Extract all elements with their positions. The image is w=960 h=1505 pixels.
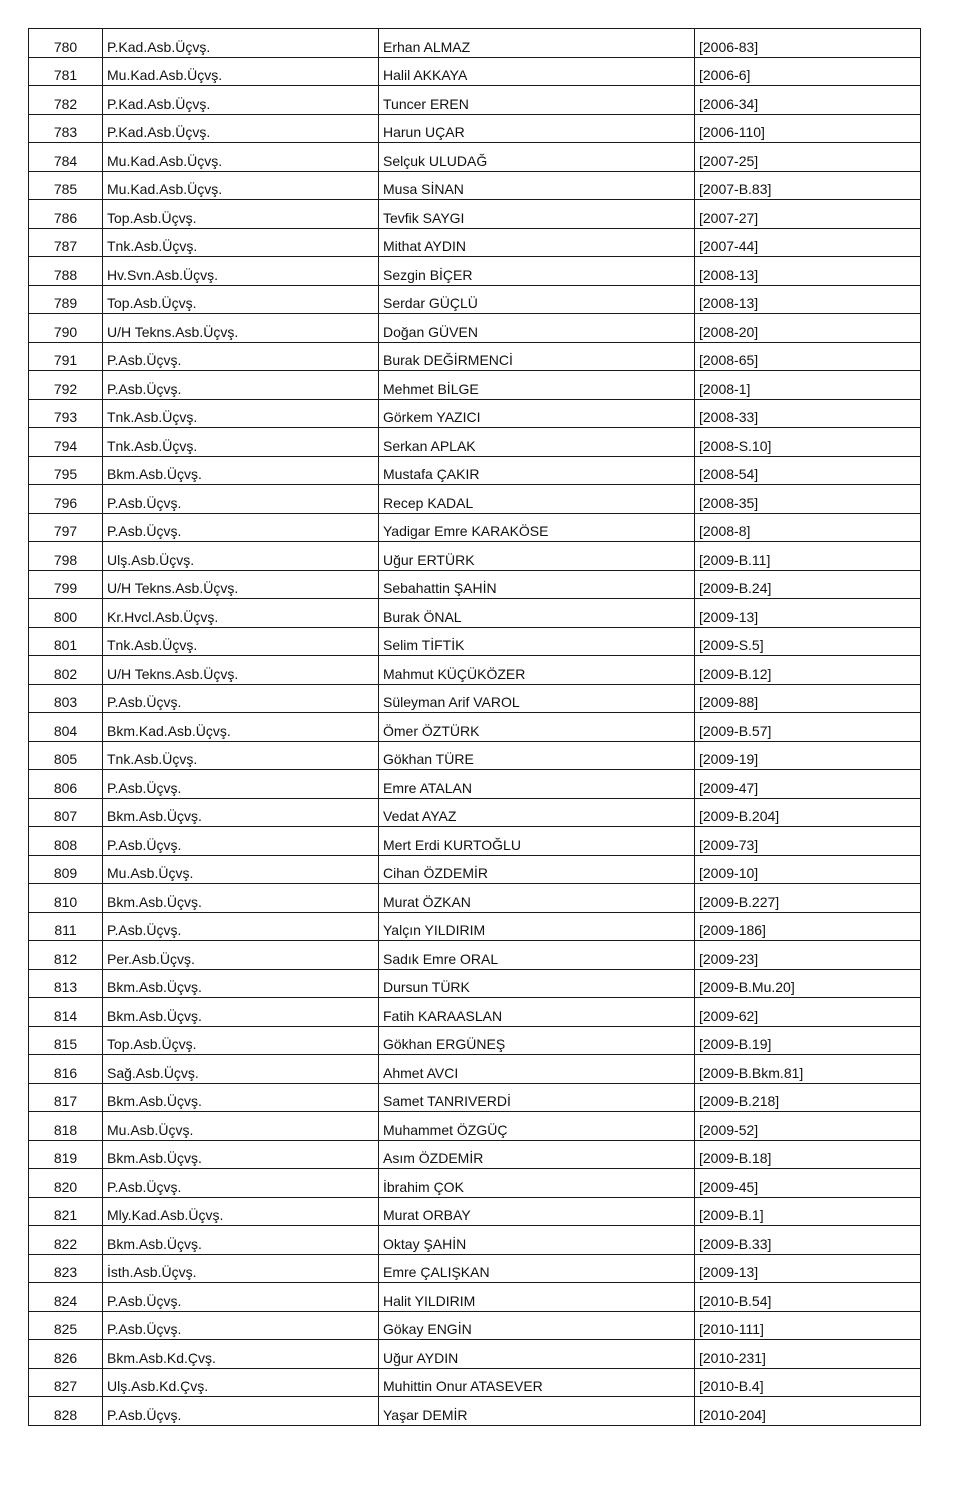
code-cell: [2006-83] (695, 29, 921, 58)
rank-cell: P.Kad.Asb.Üçvş. (103, 86, 379, 115)
table-row (29, 171, 921, 200)
code-cell: [2009-B.1] (695, 1197, 921, 1226)
row-number: 817 (29, 1083, 103, 1112)
rank-cell: Bkm.Asb.Üçvş. (103, 998, 379, 1027)
rank-cell: Mly.Kad.Asb.Üçvş. (103, 1197, 379, 1226)
table-row (29, 912, 921, 941)
row-number: 793 (29, 399, 103, 428)
rank-cell: U/H Tekns.Asb.Üçvş. (103, 656, 379, 685)
rank-cell: Bkm.Asb.Üçvş. (103, 798, 379, 827)
table-row (29, 428, 921, 457)
code-cell: [2009-B.24] (695, 570, 921, 599)
rank-cell: Ulş.Asb.Üçvş. (103, 542, 379, 571)
rank-cell: P.Asb.Üçvş. (103, 827, 379, 856)
rank-cell: Bkm.Kad.Asb.Üçvş. (103, 713, 379, 742)
code-cell: [2009-10] (695, 855, 921, 884)
table-row (29, 969, 921, 998)
name-cell: Gökay ENGİN (379, 1311, 695, 1340)
code-cell: [2006-34] (695, 86, 921, 115)
rank-cell: P.Kad.Asb.Üçvş. (103, 29, 379, 58)
code-cell: [2009-47] (695, 770, 921, 799)
code-cell: [2009-B.227] (695, 884, 921, 913)
code-cell: [2009-B.33] (695, 1226, 921, 1255)
row-number: 808 (29, 827, 103, 856)
code-cell: [2009-19] (695, 741, 921, 770)
rank-cell: P.Asb.Üçvş. (103, 912, 379, 941)
row-number: 827 (29, 1368, 103, 1397)
rank-cell: Bkm.Asb.Üçvş. (103, 456, 379, 485)
table-row (29, 1311, 921, 1340)
rank-cell: Tnk.Asb.Üçvş. (103, 627, 379, 656)
row-number: 820 (29, 1169, 103, 1198)
code-cell: [2009-B.18] (695, 1140, 921, 1169)
table-row (29, 1340, 921, 1369)
row-number: 799 (29, 570, 103, 599)
table-row (29, 29, 921, 58)
name-cell: Fatih KARAASLAN (379, 998, 695, 1027)
row-number: 809 (29, 855, 103, 884)
code-cell: [2008-13] (695, 285, 921, 314)
table-row (29, 1140, 921, 1169)
table-row (29, 684, 921, 713)
rank-cell: P.Asb.Üçvş. (103, 371, 379, 400)
name-cell: Oktay ŞAHİN (379, 1226, 695, 1255)
code-cell: [2009-B.57] (695, 713, 921, 742)
table-row (29, 998, 921, 1027)
table-row (29, 713, 921, 742)
code-cell: [2009-23] (695, 941, 921, 970)
row-number: 795 (29, 456, 103, 485)
table-row (29, 371, 921, 400)
rank-cell: Top.Asb.Üçvş. (103, 200, 379, 229)
row-number: 810 (29, 884, 103, 913)
name-cell: Uğur ERTÜRK (379, 542, 695, 571)
table-row (29, 57, 921, 86)
table-row (29, 1055, 921, 1084)
row-number: 790 (29, 314, 103, 343)
table-row (29, 770, 921, 799)
rank-cell: Bkm.Asb.Üçvş. (103, 884, 379, 913)
table-row (29, 200, 921, 229)
code-cell: [2008-1] (695, 371, 921, 400)
name-cell: Gökhan ERGÜNEŞ (379, 1026, 695, 1055)
document-page (28, 28, 920, 1426)
code-cell: [2007-44] (695, 228, 921, 257)
name-cell: Emre ATALAN (379, 770, 695, 799)
row-number: 821 (29, 1197, 103, 1226)
rank-cell: Mu.Kad.Asb.Üçvş. (103, 57, 379, 86)
code-cell: [2010-111] (695, 1311, 921, 1340)
row-number: 828 (29, 1397, 103, 1426)
row-number: 786 (29, 200, 103, 229)
code-cell: [2007-B.83] (695, 171, 921, 200)
name-cell: Ahmet AVCI (379, 1055, 695, 1084)
rank-cell: Mu.Asb.Üçvş. (103, 855, 379, 884)
table-row (29, 741, 921, 770)
code-cell: [2008-13] (695, 257, 921, 286)
table-row (29, 1112, 921, 1141)
name-cell: Gökhan TÜRE (379, 741, 695, 770)
row-number: 811 (29, 912, 103, 941)
row-number: 798 (29, 542, 103, 571)
name-cell: Tevfik SAYGI (379, 200, 695, 229)
rank-cell: Tnk.Asb.Üçvş. (103, 228, 379, 257)
code-cell: [2008-S.10] (695, 428, 921, 457)
name-cell: Ömer ÖZTÜRK (379, 713, 695, 742)
name-cell: Selçuk ULUDAĞ (379, 143, 695, 172)
row-number: 783 (29, 114, 103, 143)
name-cell: Doğan GÜVEN (379, 314, 695, 343)
table-row (29, 570, 921, 599)
rank-cell: Mu.Kad.Asb.Üçvş. (103, 143, 379, 172)
rank-cell: Bkm.Asb.Üçvş. (103, 1226, 379, 1255)
table-row (29, 855, 921, 884)
table-row (29, 257, 921, 286)
code-cell: [2008-33] (695, 399, 921, 428)
table-row (29, 627, 921, 656)
row-number: 782 (29, 86, 103, 115)
name-cell: Emre ÇALIŞKAN (379, 1254, 695, 1283)
code-cell: [2009-62] (695, 998, 921, 1027)
row-number: 788 (29, 257, 103, 286)
code-cell: [2008-20] (695, 314, 921, 343)
rank-cell: Bkm.Asb.Kd.Çvş. (103, 1340, 379, 1369)
rank-cell: Tnk.Asb.Üçvş. (103, 399, 379, 428)
rank-cell: İsth.Asb.Üçvş. (103, 1254, 379, 1283)
row-number: 802 (29, 656, 103, 685)
row-number: 804 (29, 713, 103, 742)
code-cell: [2010-231] (695, 1340, 921, 1369)
row-number: 813 (29, 969, 103, 998)
rank-cell: P.Asb.Üçvş. (103, 342, 379, 371)
row-number: 825 (29, 1311, 103, 1340)
code-cell: [2009-B.204] (695, 798, 921, 827)
name-cell: Mahmut KÜÇÜKÖZER (379, 656, 695, 685)
row-number: 780 (29, 29, 103, 58)
code-cell: [2009-73] (695, 827, 921, 856)
name-cell: Serdar GÜÇLÜ (379, 285, 695, 314)
name-cell: Sezgin BİÇER (379, 257, 695, 286)
code-cell: [2006-110] (695, 114, 921, 143)
name-cell: Tuncer EREN (379, 86, 695, 115)
table-row (29, 599, 921, 628)
code-cell: [2009-S.5] (695, 627, 921, 656)
row-number: 796 (29, 485, 103, 514)
row-number: 791 (29, 342, 103, 371)
name-cell: Murat ORBAY (379, 1197, 695, 1226)
table-row (29, 1397, 921, 1426)
name-cell: Mithat AYDIN (379, 228, 695, 257)
table-row (29, 513, 921, 542)
code-cell: [2009-45] (695, 1169, 921, 1198)
table-row (29, 1283, 921, 1312)
code-cell: [2008-54] (695, 456, 921, 485)
table-row (29, 399, 921, 428)
row-number: 805 (29, 741, 103, 770)
row-number: 819 (29, 1140, 103, 1169)
table-row (29, 1368, 921, 1397)
table-row (29, 1226, 921, 1255)
name-cell: Sadık Emre ORAL (379, 941, 695, 970)
name-cell: Recep KADAL (379, 485, 695, 514)
rank-cell: Mu.Asb.Üçvş. (103, 1112, 379, 1141)
rank-cell: Bkm.Asb.Üçvş. (103, 969, 379, 998)
code-cell: [2006-6] (695, 57, 921, 86)
name-cell: Mert Erdi KURTOĞLU (379, 827, 695, 856)
rank-cell: Mu.Kad.Asb.Üçvş. (103, 171, 379, 200)
rank-cell: Top.Asb.Üçvş. (103, 1026, 379, 1055)
name-cell: Yalçın YILDIRIM (379, 912, 695, 941)
row-number: 818 (29, 1112, 103, 1141)
rank-cell: P.Asb.Üçvş. (103, 1169, 379, 1198)
table-row (29, 143, 921, 172)
row-number: 787 (29, 228, 103, 257)
code-cell: [2009-B.Bkm.81] (695, 1055, 921, 1084)
name-cell: Vedat AYAZ (379, 798, 695, 827)
table-row (29, 86, 921, 115)
row-number: 816 (29, 1055, 103, 1084)
row-number: 797 (29, 513, 103, 542)
code-cell: [2010-204] (695, 1397, 921, 1426)
personnel-table (28, 28, 921, 1426)
table-row (29, 941, 921, 970)
name-cell: Serkan APLAK (379, 428, 695, 457)
rank-cell: Hv.Svn.Asb.Üçvş. (103, 257, 379, 286)
row-number: 801 (29, 627, 103, 656)
rank-cell: Sağ.Asb.Üçvş. (103, 1055, 379, 1084)
rank-cell: Bkm.Asb.Üçvş. (103, 1083, 379, 1112)
name-cell: Harun UÇAR (379, 114, 695, 143)
name-cell: Mustafa ÇAKIR (379, 456, 695, 485)
rank-cell: Tnk.Asb.Üçvş. (103, 741, 379, 770)
name-cell: Murat ÖZKAN (379, 884, 695, 913)
row-number: 815 (29, 1026, 103, 1055)
name-cell: Asım ÖZDEMİR (379, 1140, 695, 1169)
row-number: 800 (29, 599, 103, 628)
rank-cell: P.Asb.Üçvş. (103, 485, 379, 514)
rank-cell: Kr.Hvcl.Asb.Üçvş. (103, 599, 379, 628)
rank-cell: U/H Tekns.Asb.Üçvş. (103, 314, 379, 343)
rank-cell: P.Asb.Üçvş. (103, 1283, 379, 1312)
name-cell: Musa SİNAN (379, 171, 695, 200)
name-cell: Mehmet BİLGE (379, 371, 695, 400)
code-cell: [2009-B.12] (695, 656, 921, 685)
row-number: 803 (29, 684, 103, 713)
row-number: 807 (29, 798, 103, 827)
table-row (29, 542, 921, 571)
code-cell: [2009-88] (695, 684, 921, 713)
rank-cell: P.Asb.Üçvş. (103, 684, 379, 713)
code-cell: [2008-35] (695, 485, 921, 514)
code-cell: [2009-B.11] (695, 542, 921, 571)
table-row (29, 798, 921, 827)
row-number: 794 (29, 428, 103, 457)
table-row (29, 1254, 921, 1283)
rank-cell: P.Asb.Üçvş. (103, 1397, 379, 1426)
rank-cell: P.Kad.Asb.Üçvş. (103, 114, 379, 143)
name-cell: Muhittin Onur ATASEVER (379, 1368, 695, 1397)
row-number: 823 (29, 1254, 103, 1283)
name-cell: Burak DEĞİRMENCİ (379, 342, 695, 371)
table-row (29, 1026, 921, 1055)
rank-cell: U/H Tekns.Asb.Üçvş. (103, 570, 379, 599)
name-cell: Halil AKKAYA (379, 57, 695, 86)
personnel-table-body (29, 29, 921, 1426)
row-number: 806 (29, 770, 103, 799)
code-cell: [2010-B.54] (695, 1283, 921, 1312)
rank-cell: P.Asb.Üçvş. (103, 770, 379, 799)
name-cell: Halit YILDIRIM (379, 1283, 695, 1312)
name-cell: Yaşar DEMİR (379, 1397, 695, 1426)
name-cell: Uğur AYDIN (379, 1340, 695, 1369)
row-number: 785 (29, 171, 103, 200)
code-cell: [2009-B.218] (695, 1083, 921, 1112)
code-cell: [2007-27] (695, 200, 921, 229)
table-row (29, 114, 921, 143)
table-row (29, 656, 921, 685)
code-cell: [2009-13] (695, 599, 921, 628)
name-cell: İbrahim ÇOK (379, 1169, 695, 1198)
row-number: 824 (29, 1283, 103, 1312)
rank-cell: Bkm.Asb.Üçvş. (103, 1140, 379, 1169)
table-row (29, 456, 921, 485)
row-number: 792 (29, 371, 103, 400)
rank-cell: Ulş.Asb.Kd.Çvş. (103, 1368, 379, 1397)
name-cell: Sebahattin ŞAHİN (379, 570, 695, 599)
name-cell: Samet TANRIVERDİ (379, 1083, 695, 1112)
row-number: 814 (29, 998, 103, 1027)
table-row (29, 228, 921, 257)
table-row (29, 314, 921, 343)
name-cell: Erhan ALMAZ (379, 29, 695, 58)
code-cell: [2009-52] (695, 1112, 921, 1141)
row-number: 826 (29, 1340, 103, 1369)
code-cell: [2009-B.Mu.20] (695, 969, 921, 998)
name-cell: Dursun TÜRK (379, 969, 695, 998)
table-row (29, 1083, 921, 1112)
code-cell: [2010-B.4] (695, 1368, 921, 1397)
rank-cell: Top.Asb.Üçvş. (103, 285, 379, 314)
row-number: 789 (29, 285, 103, 314)
code-cell: [2007-25] (695, 143, 921, 172)
rank-cell: Tnk.Asb.Üçvş. (103, 428, 379, 457)
table-row (29, 827, 921, 856)
name-cell: Selim TİFTİK (379, 627, 695, 656)
table-row (29, 1197, 921, 1226)
table-row (29, 285, 921, 314)
code-cell: [2009-B.19] (695, 1026, 921, 1055)
rank-cell: P.Asb.Üçvş. (103, 513, 379, 542)
row-number: 781 (29, 57, 103, 86)
row-number: 822 (29, 1226, 103, 1255)
code-cell: [2009-13] (695, 1254, 921, 1283)
name-cell: Cihan ÖZDEMİR (379, 855, 695, 884)
name-cell: Yadigar Emre KARAKÖSE (379, 513, 695, 542)
table-row (29, 884, 921, 913)
code-cell: [2008-65] (695, 342, 921, 371)
table-row (29, 1169, 921, 1198)
code-cell: [2009-186] (695, 912, 921, 941)
rank-cell: Per.Asb.Üçvş. (103, 941, 379, 970)
table-row (29, 342, 921, 371)
name-cell: Süleyman Arif VAROL (379, 684, 695, 713)
code-cell: [2008-8] (695, 513, 921, 542)
name-cell: Muhammet ÖZGÜÇ (379, 1112, 695, 1141)
name-cell: Görkem YAZICI (379, 399, 695, 428)
rank-cell: P.Asb.Üçvş. (103, 1311, 379, 1340)
table-row (29, 485, 921, 514)
row-number: 784 (29, 143, 103, 172)
row-number: 812 (29, 941, 103, 970)
name-cell: Burak ÖNAL (379, 599, 695, 628)
